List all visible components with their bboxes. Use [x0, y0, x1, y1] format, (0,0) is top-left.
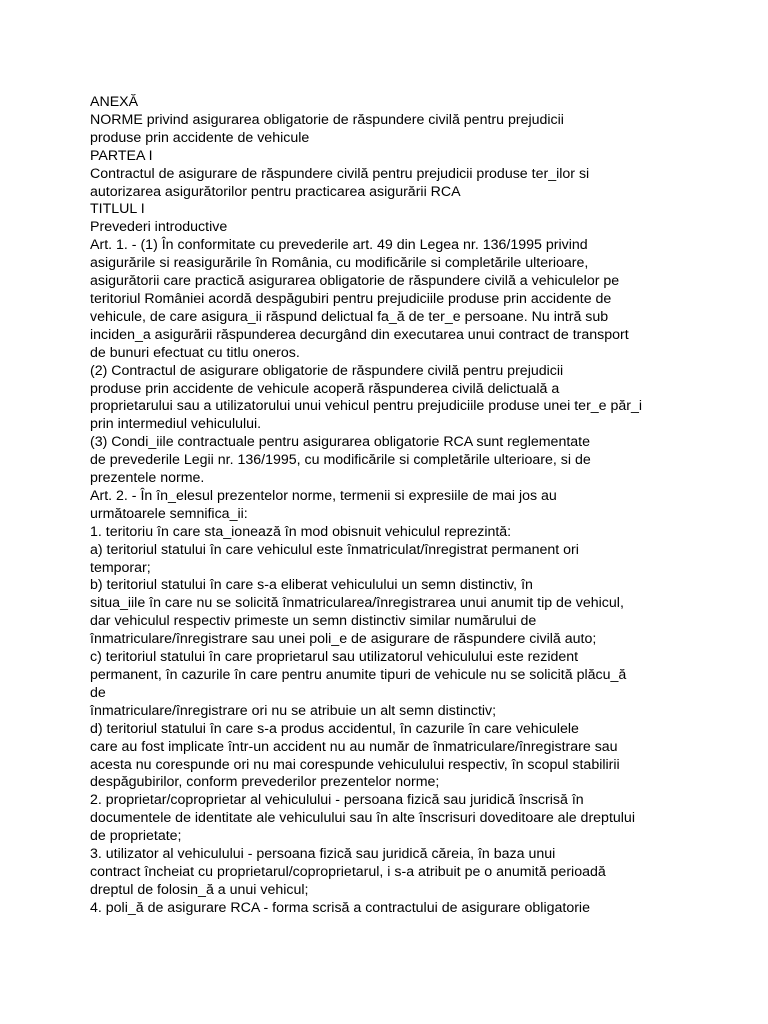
paragraph-line: Art. 1. - (1) În conformitate cu prevederile art. 49 din Legea nr. 136/1995 privind	[90, 237, 588, 254]
paragraph-line: înmatriculare/înregistrare sau unei poli_e de asigurare de răspundere civilă auto;	[90, 631, 597, 648]
paragraph-line: asigurările si reasigurările în România, cu modificările si completările ulterioare,	[90, 255, 589, 272]
paragraph-line: prezentele norme.	[90, 470, 205, 487]
paragraph-line: d) teritoriul statului în care s-a produs accidentul, în cazurile în care vehiculele	[90, 720, 579, 737]
paragraph-line: produse prin accidente de vehicule acoperă răspunderea civilă delictuală a	[90, 380, 560, 397]
paragraph-line: Art. 2. - În în_elesul prezentelor norme, termenii si expresiile de mai jos au	[90, 487, 557, 504]
paragraph-line: 1. teritoriu în care sta_ionează în mod obisnuit vehiculul reprezintă:	[90, 523, 512, 540]
paragraph-line: 2. proprietar/coproprietar al vehiculului - persoana fizică sau juridică înscrisă în	[90, 792, 584, 809]
paragraph-line: dreptul de folosin_ă a unui vehicul;	[90, 881, 309, 898]
paragraph-line: (3) Condi_iile contractuale pentru asigurarea obligatorie RCA sunt reglementate	[90, 434, 590, 451]
paragraph-line: următoarele semnifica_ii:	[90, 505, 248, 522]
paragraph-line: înmatriculare/înregistrare ori nu se atribuie un alt semn distinctiv;	[90, 702, 497, 719]
paragraph-line: situa_iile în care nu se solicită înmatricularea/înregistrarea unui anumit tip de vehicul,	[90, 595, 624, 612]
paragraph-line: proprietarului sau a utilizatorului unui vehicul pentru prejudiciile produse unei ter_e păr_i	[90, 398, 643, 415]
paragraph-line: acesta nu corespunde ori nu mai corespunde vehiculului respectiv, în scopul stabilirii	[90, 756, 620, 773]
paragraph-line: 3. utilizator al vehiculului - persoana fizică sau juridică căreia, în baza unui	[90, 846, 556, 863]
paragraph-line: de	[90, 684, 106, 701]
paragraph-line: a) teritoriul statului în care vehiculul este înmatriculat/înregistrat permanent ori	[90, 541, 579, 558]
paragraph-line: contract încheiat cu proprietarul/coproprietarul, i s-a atribuit pe o anumită perioadă	[90, 863, 606, 880]
paragraph-line: c) teritoriul statului în care proprietarul sau utilizatorul vehiculului este rezident	[90, 649, 579, 666]
part-heading: PARTEA I	[90, 147, 153, 164]
paragraph-line: temporar;	[90, 559, 151, 576]
paragraph-line: permanent, în cazurile în care pentru anumite tipuri de vehicule nu se solicită plăcu_ă	[90, 667, 627, 683]
paragraph-line: dar vehiculul respectiv primeste un semn distinctiv similar numărului de	[90, 613, 537, 630]
paragraph-line: documentele de identitate ale vehiculului sau în alte înscrisuri doveditoare ale dreptului	[90, 810, 635, 827]
paragraph-line: de bunuri efectuat cu titlu oneros.	[90, 344, 300, 361]
document-body	[90, 94, 690, 918]
paragraph-line: care au fost implicate într-un accident nu au număr de înmatriculare/înregistrare sau	[90, 738, 618, 755]
part-title-line: Contractul de asigurare de răspundere civilă pentru prejudicii produse ter_ilor si	[90, 165, 590, 182]
paragraph-line: (2) Contractul de asigurare obligatorie de răspundere civilă pentru prejudicii	[90, 362, 564, 379]
paragraph-line: b) teritoriul statului în care s-a eliberat vehiculului un semn distinctiv, în	[90, 577, 533, 594]
title-subheading: Prevederi introductive	[90, 219, 228, 236]
document-title-line: produse prin accidente de vehicule	[90, 129, 310, 146]
paragraph-line: de prevederile Legii nr. 136/1995, cu modificările si completările ulterioare, si de	[90, 452, 591, 469]
paragraph-line: de proprietate;	[90, 828, 182, 845]
paragraph-line: 4. poli_ă de asigurare RCA - forma scrisă a contractului de asigurare obligatorie	[90, 899, 590, 916]
part-title-line: autorizarea asigurătorilor pentru practicarea asigurării RCA	[90, 183, 461, 200]
paragraph-line: inciden_a asigurării răspunderea decurgând din executarea unui contract de transport	[90, 326, 629, 343]
paragraph-line: asigurătorii care practică asigurarea obligatorie de răspundere civilă a vehiculelor pe	[90, 273, 620, 290]
paragraph-line: prin intermediul vehiculului.	[90, 416, 262, 433]
paragraph-line: teritoriul României acordă despăgubiri pentru prejudiciile produse prin accidente de	[90, 290, 612, 307]
paragraph-line: vehicule, de care asigura_ii răspund delictual fa_ă de ter_e persoane. Nu intră sub	[90, 308, 609, 325]
title-heading: TITLUL I	[90, 201, 145, 218]
paragraph-line: despăgubirilor, conform prevederilor prezentelor norme;	[90, 774, 440, 791]
document-heading-annex: ANEXĂ	[90, 94, 139, 110]
document-title-line: NORME privind asigurarea obligatorie de răspundere civilă pentru prejudicii	[90, 111, 564, 128]
